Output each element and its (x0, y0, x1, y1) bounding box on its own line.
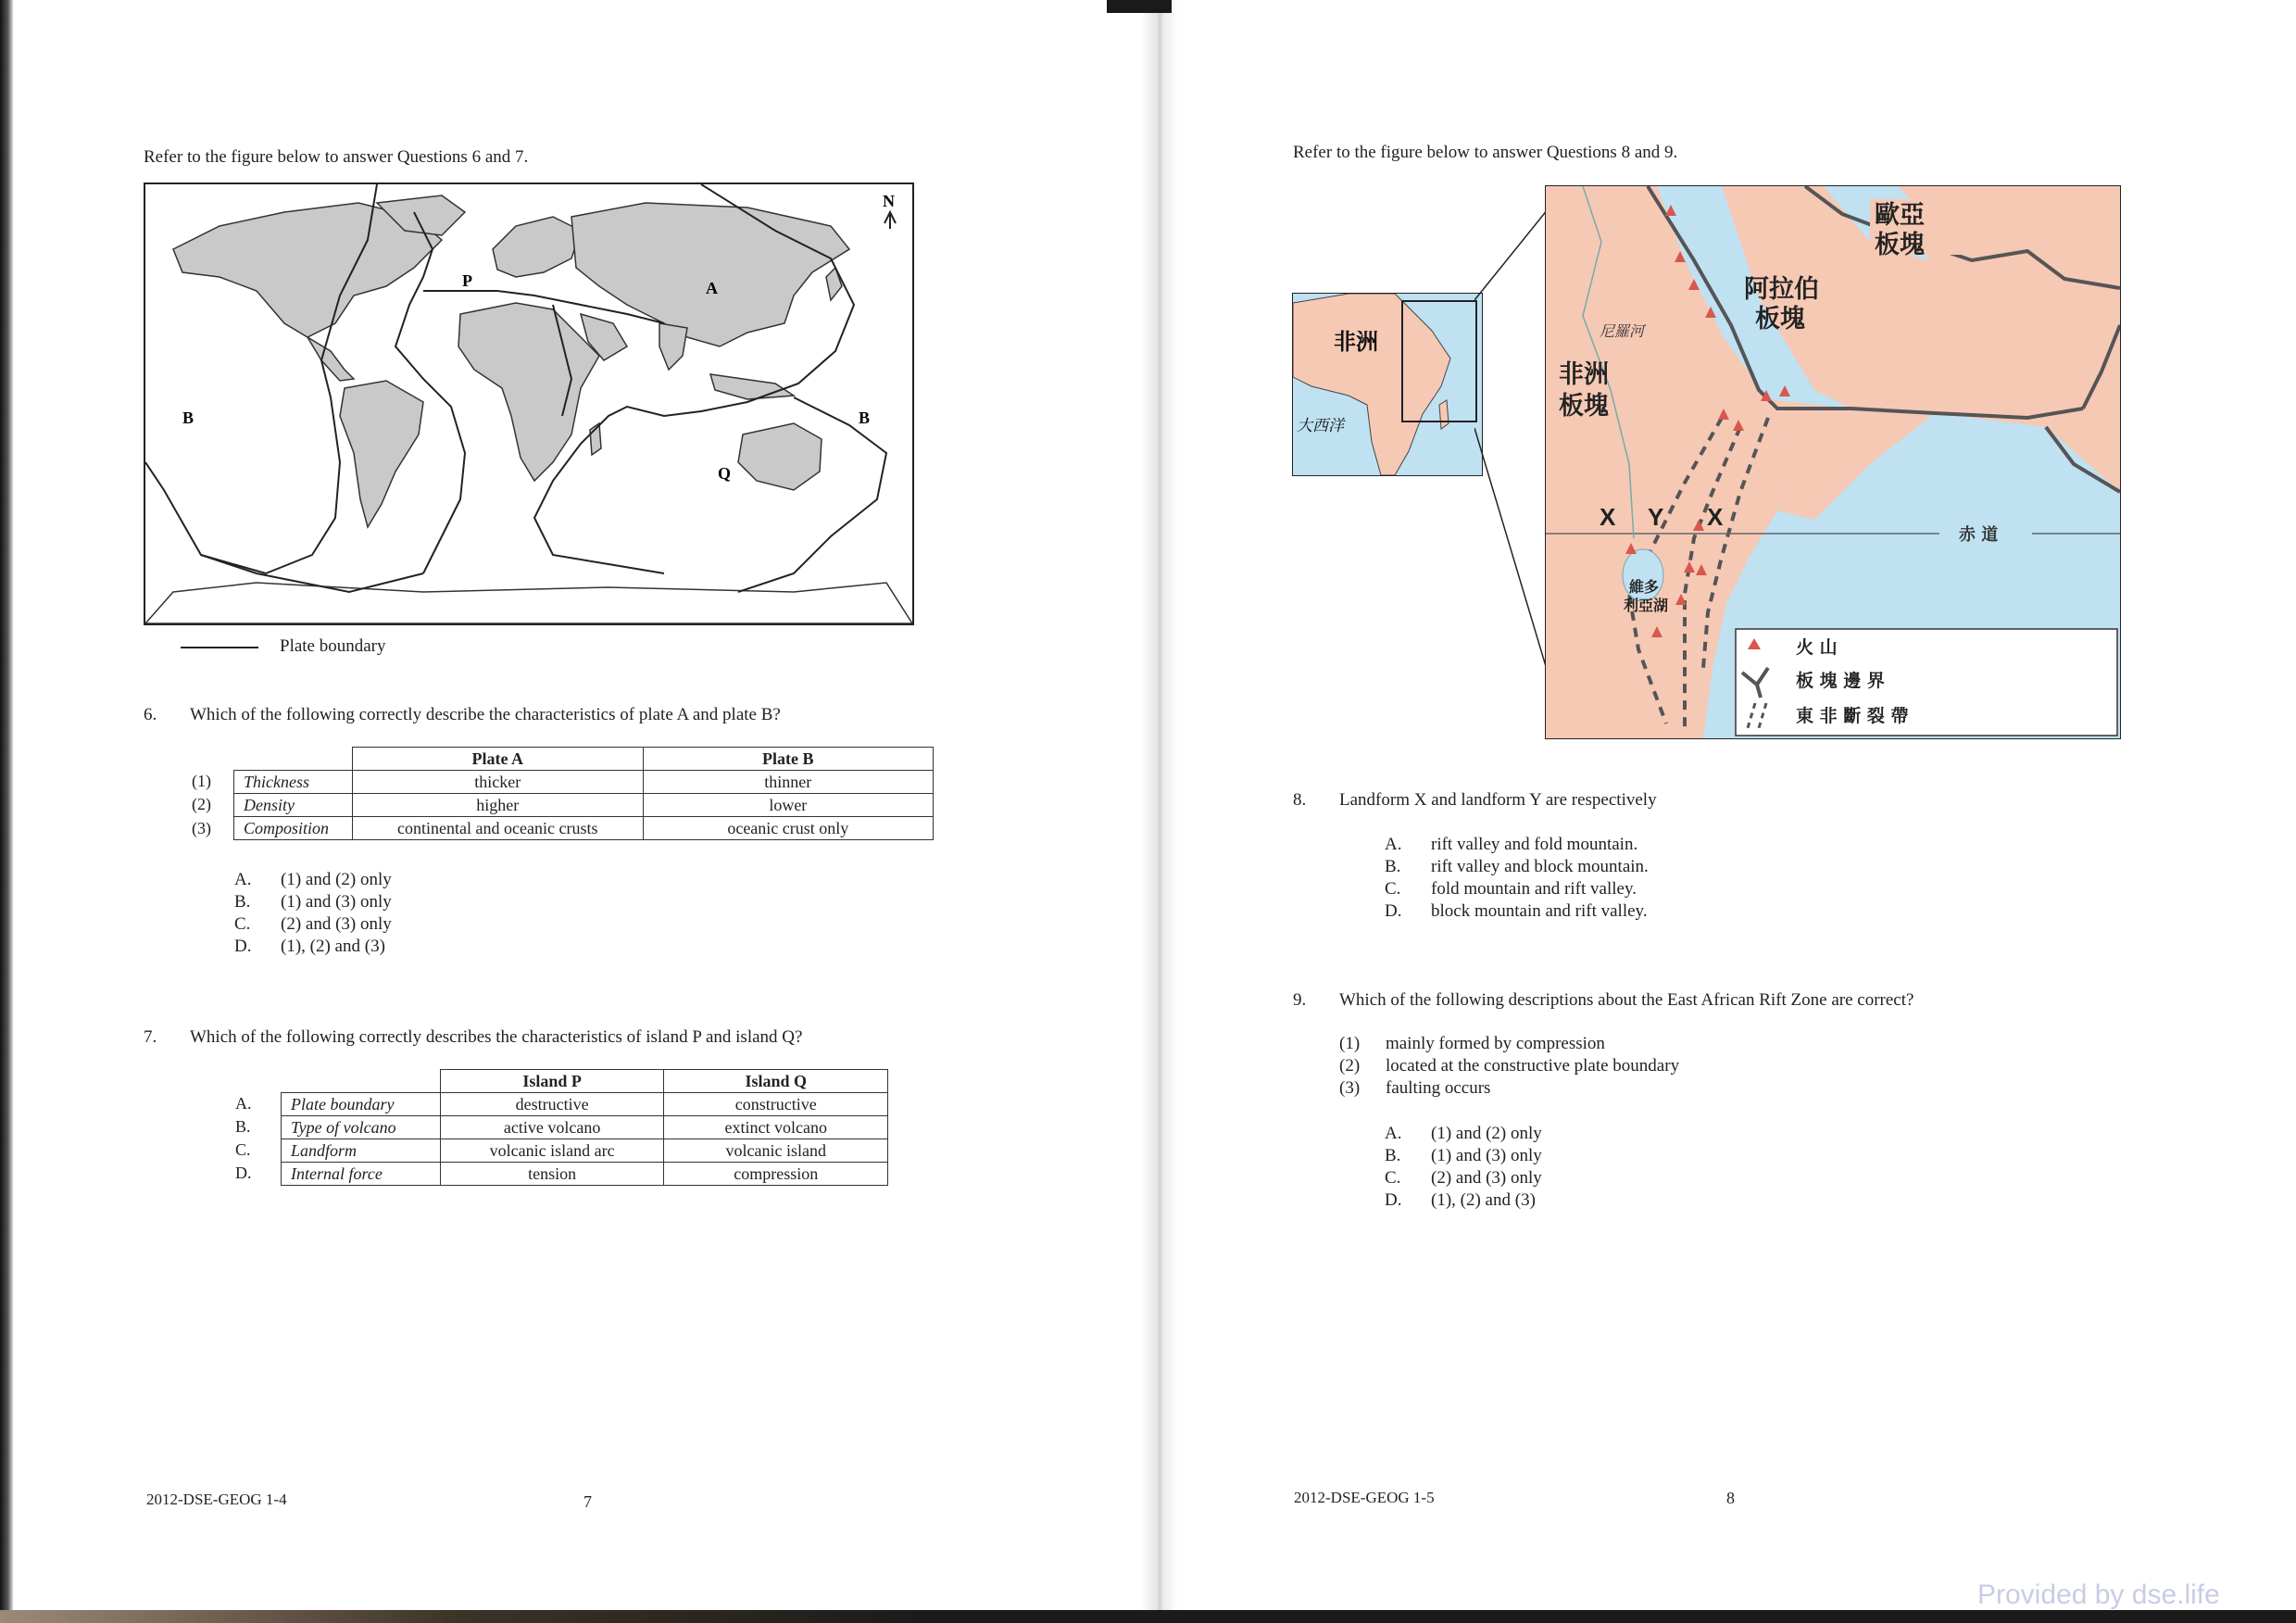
q7-row-b-key: B. (235, 1117, 251, 1136)
cell: thinner (643, 771, 933, 794)
option-text: (2) and (3) only (281, 914, 392, 934)
landform-x-left: X (1600, 503, 1616, 531)
table-row (234, 817, 934, 840)
south-america-shape (340, 381, 423, 527)
q6-row3-num: (3) (192, 819, 211, 837)
arabian-label-line1: 阿拉伯 (1744, 275, 1819, 304)
option-b[interactable] (1385, 856, 1649, 878)
option-c[interactable] (1385, 878, 1649, 900)
option-d[interactable] (1385, 900, 1649, 923)
option-d[interactable] (234, 936, 392, 958)
page-number-left: 7 (583, 1492, 592, 1511)
cell: tension (440, 1163, 664, 1186)
q8-number: 8. (1293, 790, 1307, 810)
q7-header-island-p: Island P (440, 1070, 664, 1093)
option-key: C. (234, 914, 251, 934)
africa-inset-shape (1293, 294, 1450, 475)
map-label-a: A (706, 279, 718, 297)
option-key: A. (234, 870, 252, 889)
statement-num: (3) (1339, 1078, 1361, 1098)
world-plate-map (144, 182, 914, 625)
q6-header-plate-b: Plate B (643, 748, 933, 771)
q6-table-header (234, 748, 934, 771)
footer-code-left: 2012-DSE-GEOG 1-4 (146, 1491, 287, 1508)
north-label: N (883, 192, 895, 210)
option-text: (1) and (2) only (1431, 1124, 1542, 1143)
q9-statements (1339, 1033, 1679, 1100)
row-label: Plate boundary (282, 1093, 441, 1116)
east-africa-rift-map (1545, 185, 2121, 739)
madagascar-inset-shape (1439, 400, 1449, 429)
volcano-icon (1665, 205, 1676, 216)
table-row (234, 794, 934, 817)
q7-row-a-key: A. (235, 1094, 252, 1113)
option-b[interactable] (234, 891, 392, 913)
inset-africa-label: 非洲 (1334, 329, 1378, 355)
statement-text: mainly formed by compression (1386, 1034, 1605, 1053)
q6-options (234, 869, 392, 958)
option-text: block mountain and rift valley. (1431, 901, 1648, 921)
q6-text: Which of the following correctly describe the characteristics of plate A and plate B? (190, 705, 781, 724)
row-label: Composition (234, 817, 353, 840)
eurasia-label-line2: 板塊 (1875, 231, 1925, 259)
option-text: (1) and (3) only (281, 892, 392, 912)
table-row (282, 1139, 888, 1163)
blank-cell (234, 748, 353, 771)
row-label: Landform (282, 1139, 441, 1163)
option-a[interactable] (1385, 834, 1649, 856)
blank-cell (282, 1070, 441, 1093)
indonesia-shape (710, 374, 794, 399)
cell: compression (664, 1163, 888, 1186)
victoria-label-line2: 利亞湖 (1624, 597, 1669, 614)
q9-options (1385, 1123, 1542, 1212)
statement-num: (1) (1339, 1034, 1361, 1053)
arabian-label-line2: 板塊 (1755, 305, 1805, 333)
q6-row2-num: (2) (192, 795, 211, 813)
african-label-line1: 非洲 (1559, 360, 1609, 389)
statement-text: located at the constructive plate boundary (1386, 1056, 1680, 1076)
q9-text: Which of the following descriptions about the East African Rift Zone are correct? (1339, 990, 1914, 1010)
row-label: Thickness (234, 771, 353, 794)
row-label: Density (234, 794, 353, 817)
footer-code-right: 2012-DSE-GEOG 1-5 (1294, 1489, 1435, 1506)
q6-header-plate-a: Plate A (352, 748, 643, 771)
map-label-q: Q (718, 464, 732, 483)
intro-q8-9: Refer to the figure below to answer Questions 8 and 9. (1293, 143, 1678, 162)
antarctica-shape (145, 583, 912, 623)
q7-row-c-key: C. (235, 1140, 251, 1159)
japan-shape (826, 268, 842, 300)
map-label-b-right: B (859, 409, 871, 427)
statement-text: faulting occurs (1386, 1078, 1491, 1098)
legend-line (181, 647, 258, 648)
east-africa-drawing (1546, 186, 2120, 738)
option-b[interactable] (1385, 1145, 1542, 1167)
cell: active volcano (440, 1116, 664, 1139)
map-label-p: P (462, 271, 472, 290)
nile-label: 尼羅河 (1600, 322, 1645, 340)
page-8 (1178, 0, 2296, 1610)
option-key: A. (1385, 1124, 1402, 1143)
cell: constructive (664, 1093, 888, 1116)
legend-boundary-label: 板 塊 邊 界 (1796, 671, 1885, 691)
option-text: rift valley and fold mountain. (1431, 835, 1638, 854)
option-key: B. (1385, 857, 1401, 876)
option-text: (1) and (2) only (281, 870, 392, 889)
q7-text: Which of the following correctly describes the characteristics of island P and island Q? (190, 1027, 803, 1047)
option-d[interactable] (1385, 1189, 1542, 1212)
statement-3 (1339, 1077, 1679, 1100)
row-label: Type of volcano (282, 1116, 441, 1139)
option-text: (2) and (3) only (1431, 1168, 1542, 1188)
landform-y: Y (1648, 503, 1664, 531)
q6-number: 6. (144, 705, 157, 724)
victoria-label-line1: 維多 (1629, 578, 1660, 596)
table-row (282, 1163, 888, 1186)
legend-plate-boundary: Plate boundary (280, 636, 386, 656)
option-key: D. (1385, 901, 1402, 921)
cell: thicker (352, 771, 643, 794)
option-text: (1) and (3) only (1431, 1146, 1542, 1165)
option-key: C. (1385, 879, 1401, 899)
north-arrow-icon (885, 212, 896, 229)
q7-row-d-key: D. (235, 1164, 252, 1182)
option-a[interactable] (234, 869, 392, 891)
book-bottom-edge (0, 1610, 2296, 1623)
volcano-icon (1779, 385, 1790, 396)
option-a[interactable] (1385, 1123, 1542, 1145)
cell: oceanic crust only (643, 817, 933, 840)
legend-volcano-label: 火 山 (1796, 637, 1838, 658)
cell: continental and oceanic crusts (352, 817, 643, 840)
page-7 (0, 0, 1148, 1610)
q7-table (281, 1069, 888, 1186)
eurasia-label-line1: 歐亞 (1875, 201, 1925, 230)
map-label-b-left: B (182, 409, 194, 427)
watermark: Provided by dse.life (1977, 1579, 2220, 1610)
cell: destructive (440, 1093, 664, 1116)
intro-q6-7: Refer to the figure below to answer Questions 6 and 7. (144, 147, 529, 167)
q7-table-header (282, 1070, 888, 1093)
option-key: B. (234, 892, 251, 912)
option-text: (1), (2) and (3) (281, 937, 385, 956)
q7-number: 7. (144, 1027, 157, 1047)
row-label: Internal force (282, 1163, 441, 1186)
option-text: rift valley and block mountain. (1431, 857, 1649, 876)
option-text: fold mountain and rift valley. (1431, 879, 1637, 899)
cell: lower (643, 794, 933, 817)
statement-1 (1339, 1033, 1679, 1055)
africa-inset-map (1292, 293, 1483, 476)
option-key: A. (1385, 835, 1402, 854)
equator-label: 赤 道 (1959, 525, 1999, 545)
q6-row1-num: (1) (192, 772, 211, 790)
europe-shape (493, 217, 581, 277)
table-row (234, 771, 934, 794)
australia-shape (738, 423, 822, 490)
q8-text: Landform X and landform Y are respectively (1339, 790, 1657, 810)
central-america-shape (307, 337, 354, 381)
cell: higher (352, 794, 643, 817)
statement-2 (1339, 1055, 1679, 1077)
inset-drawing (1293, 294, 1482, 475)
african-label-line2: 板塊 (1559, 392, 1609, 421)
cell: volcanic island (664, 1139, 888, 1163)
q8-options (1385, 834, 1649, 923)
cell: volcanic island arc (440, 1139, 664, 1163)
option-c[interactable] (1385, 1167, 1542, 1189)
legend-rift-label: 東 非 斷 裂 帶 (1796, 706, 1909, 726)
cell: extinct volcano (664, 1116, 888, 1139)
table-row (282, 1093, 888, 1116)
inset-atlantic-label: 大西洋 (1297, 417, 1344, 435)
option-key: D. (1385, 1190, 1402, 1210)
world-map-drawing (145, 184, 912, 623)
table-row (282, 1116, 888, 1139)
option-c[interactable] (234, 913, 392, 936)
q9-number: 9. (1293, 990, 1307, 1010)
landform-x-right: X (1707, 503, 1724, 531)
page-number-right: 8 (1726, 1489, 1735, 1507)
option-key: C. (1385, 1168, 1401, 1188)
option-key: B. (1385, 1146, 1401, 1165)
map-legend-box (1736, 629, 2117, 736)
option-text: (1), (2) and (3) (1431, 1190, 1536, 1210)
q7-header-island-q: Island Q (664, 1070, 888, 1093)
statement-num: (2) (1339, 1056, 1361, 1076)
option-key: D. (234, 937, 252, 956)
q6-table (233, 747, 934, 840)
africa-shape (458, 303, 599, 481)
india-shape (659, 323, 687, 370)
